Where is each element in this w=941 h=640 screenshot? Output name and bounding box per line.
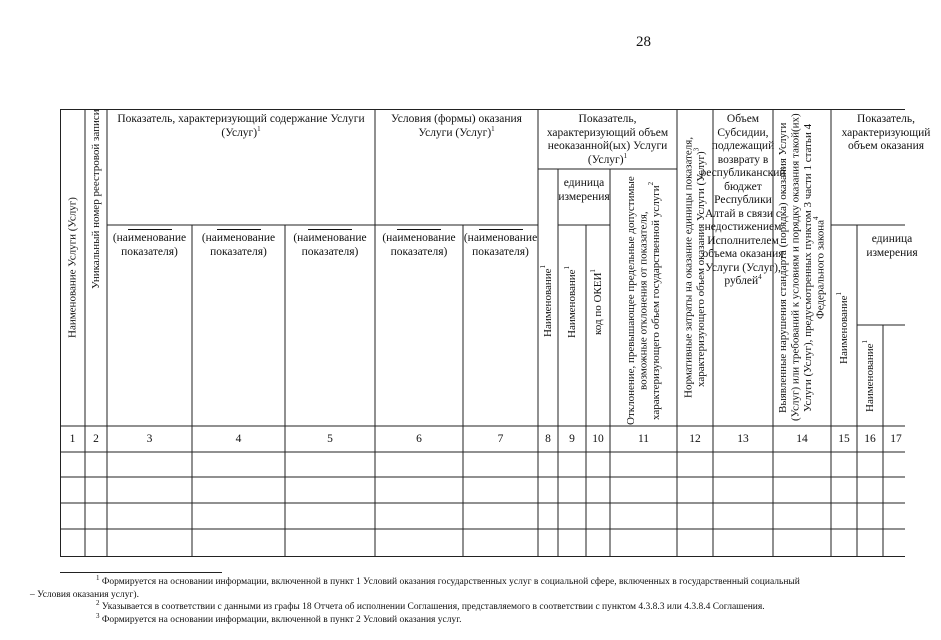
header-unit-name-9: Наименование$^1$ — [563, 265, 578, 339]
column-number: 9 — [569, 433, 575, 445]
column-number: 17 — [890, 433, 902, 445]
header-violations-14: Выявленные нарушения стандарта (порядка) оказания Услуги (Услуг) или требований к условиям и порядку оказания такой(их) Услуги (Услуг), предусмотренных пунктом 3 части 1 статьи 4 Федерального закона$^4$ — [777, 113, 827, 422]
header-service-name: Наименование Услуги (Услуг) — [66, 197, 79, 338]
column-number: 8 — [545, 433, 551, 445]
header-indicator-4: (наименование показателя) — [192, 229, 285, 289]
header-next-group: Показатель, характеризующий объем оказания — [841, 113, 931, 152]
column-number: 5 — [327, 433, 333, 445]
footnote-1-continued: – Условия оказания услуг). — [30, 589, 139, 600]
column-number: 11 — [637, 433, 650, 445]
footnote-separator — [60, 572, 222, 573]
header-unit: единица измерения — [558, 177, 610, 203]
column-number: 14 — [796, 433, 808, 445]
column-number: 1 — [69, 433, 76, 445]
column-number: 16 — [864, 433, 876, 445]
column-number: 12 — [689, 433, 701, 445]
page-number: 28 — [636, 34, 651, 50]
header-content-group: Показатель, характеризующий содержание Услуги (Услуг)$^1$ — [117, 113, 365, 139]
header-indicator-5: (наименование показателя) — [285, 229, 375, 289]
column-number: 4 — [235, 433, 242, 445]
header-normative-costs-12: Нормативные затраты на оказание единицы показателя, характеризующего объем оказания Услуги (Услуг)$^3$ — [682, 136, 707, 399]
header-next-unit: единица измерения — [866, 233, 918, 259]
header-okei-10: код по ОКЕИ$^1$ — [589, 269, 604, 335]
column-number: 10 — [592, 433, 604, 445]
footnote-2: $^2$ Указывается в соответствии с данными из графы 18 Отчета об исполнении Соглашения, представляемого в соответствии с пунктом 4.3.8.3 или 4.3.8.4 Соглашения. — [96, 598, 765, 612]
column-number: 3 — [146, 433, 153, 445]
footnotes — [30, 572, 905, 626]
header-indicator-6: (наименование показателя) — [375, 229, 463, 289]
report-table — [60, 109, 931, 557]
footnote-1: $^1$ Формируется на основании информации, включенной в пункт 1 Условий оказания государственных услуг в социальной сфере, включенных в государственный социальный — [96, 573, 800, 587]
column-number: 7 — [497, 433, 504, 445]
footnote-3: $^3$ Формируется на основании информации, включенной в пункт 2 Условий оказания услуг. — [96, 611, 462, 625]
header-indicator-7: (наименование показателя) — [463, 229, 538, 289]
header-indicator-3: (наименование показателя) — [107, 229, 192, 289]
header-name-15: Наименование$^1$ — [835, 291, 850, 364]
column-number: 15 — [838, 433, 850, 445]
header-deviation-11: Отклонение, превышающее предельные допустимые возможные отклонения от показателя, характеризующего объем государственной услуги$^2$ — [624, 176, 662, 425]
column-number: 13 — [737, 433, 749, 445]
header-name-8: Наименование$^1$ — [539, 264, 554, 337]
header-subsidy-return-13: Объем Субсидии, подлежащий возврату в республиканский бюджет Республики Алтай в связи с недостижением Исполнителем объема оказания Услуги (Услуг), рублей$^4$ — [700, 113, 786, 287]
column-number: 6 — [416, 433, 422, 445]
header-volume-group: Показатель, характеризующий объем неоказанной(ых) Услуги (Услуг)$^1$ — [546, 113, 669, 166]
header-unit-name-16: Наименование$^1$ — [861, 339, 876, 412]
header-conditions-group: Условия (формы) оказания Услуги (Услуг)$^1$ — [391, 113, 522, 139]
header-registry-number: Уникальный номер реестровой записи — [89, 109, 102, 289]
column-number: 2 — [93, 433, 99, 445]
